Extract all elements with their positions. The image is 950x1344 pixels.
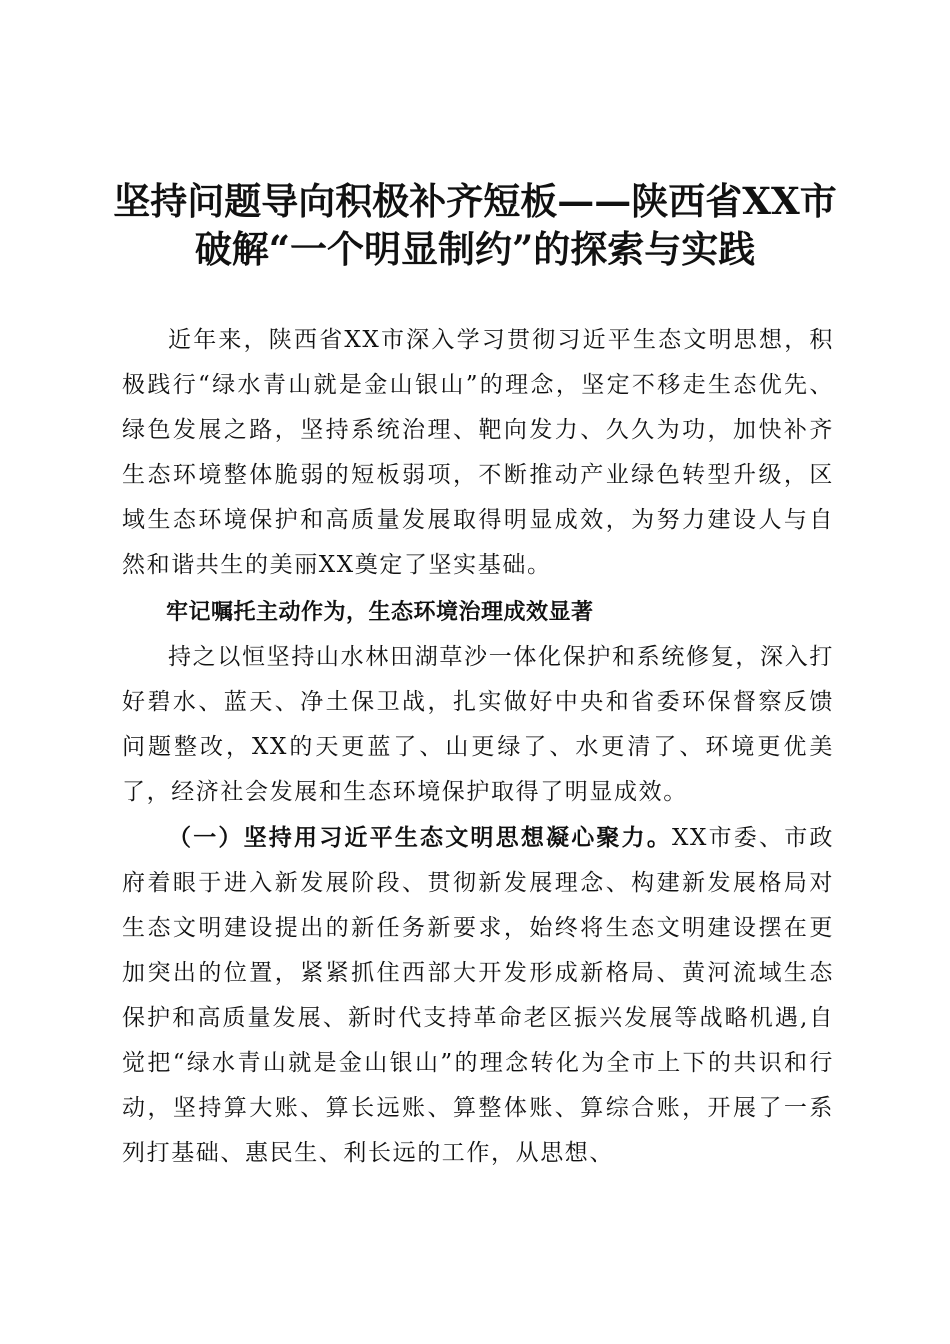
document-title-line-1: 坚持问题导向积极补齐短板——陕西省XX市: [113, 179, 837, 223]
document-title-line-2: 破解“一个明显制约”的探索与实践: [194, 227, 756, 271]
point-one-lead: （一）坚持用习近平生态文明思想凝心聚力。: [168, 824, 673, 851]
document-body: [122, 318, 834, 1176]
point-one-text: XX市委、市政府着眼于进入新发展阶段、贯彻新发展理念、构建新发展格局对生态文明建设提出的新任务新要求，始终将生态文明建设摆在更加突出的位置，紧紧抓住西部大开发形成新格局、黄河流域生态保护和高质量发展、新时代支持革命老区振兴发展等战略机遇,自觉把“绿水青山就是金山银山”的理念转化为全市上下的共识和行动，坚持算大账、算长远账、算整体账、算综合账，开展了一系列打基础、惠民生、利长远的工作，从思想、: [122, 825, 835, 1166]
section-heading: 牢记嘱托主动作为，生态环境治理成效显著: [166, 600, 594, 625]
paragraph-intro: 近年来，陕西省XX市深入学习贯彻习近平生态文明思想，积极践行“绿水青山就是金山银山”的理念，坚定不移走生态优先、绿色发展之路，坚持系统治理、靶向发力、久久为功，加快补齐生态环境整体脆弱的短板弱项，不断推动产业绿色转型升级，区域生态环境保护和高质量发展取得明显成效，为努力建设人与自然和谐共生的美丽XX奠定了坚实基础。: [122, 327, 834, 578]
paragraph-point-one: [122, 815, 834, 1176]
paragraph-section-summary: 持之以恒坚持山水林田湖草沙一体化保护和系统修复，深入打好碧水、蓝天、净土保卫战，扎实做好中央和省委环保督察反馈问题整改，XX的天更蓝了、山更绿了、水更清了、环境更优美了，经济社会发展和生态环境保护取得了明显成效。: [122, 644, 834, 805]
